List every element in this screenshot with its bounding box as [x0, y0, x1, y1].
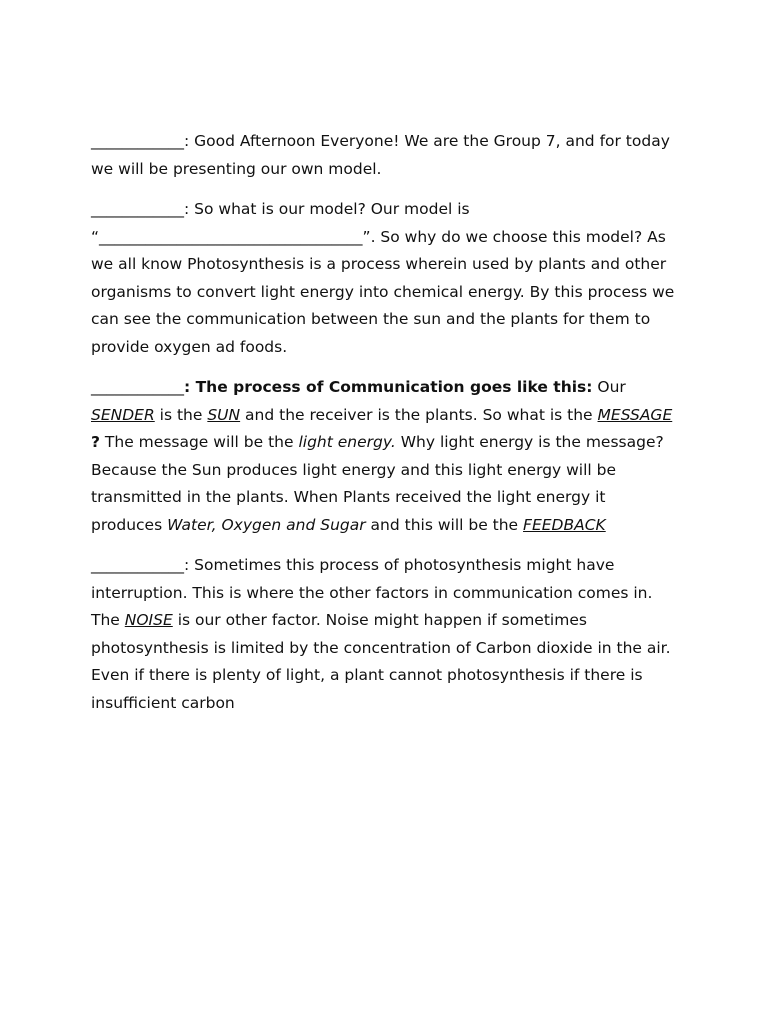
- products-term: Water, Oxygen and Sugar: [167, 515, 366, 534]
- process-lead: : The process of Communication goes like this:: [184, 378, 593, 396]
- speaker-blank: ____________: [91, 556, 184, 574]
- model-name-blank: “__________________________________”: [91, 227, 371, 246]
- speaker-blank: ____________: [91, 378, 184, 396]
- paragraph-text: Why light energy is the message? Because the Sun produces light energy and this light energy will be transmitted in the plants. When Plants received the light energy it produces: [91, 433, 664, 534]
- light-energy-term: light energy.: [298, 433, 396, 451]
- paragraph-text: is the: [154, 405, 208, 424]
- sun-term: SUN: [207, 405, 241, 424]
- paragraph-text: . So why do we choose this model? As we all know Photosynthesis is a process wherein used by plants and other organisms to convert light energy into chemical energy. By this process we can see the communication between the sun and the plants for them to provide oxygen ad foods.: [91, 227, 675, 356]
- sender-term: SENDER: [91, 405, 155, 424]
- paragraph-text: : So what is our model? Our model is: [184, 200, 470, 218]
- paragraph-model: [91, 196, 681, 361]
- feedback-term: FEEDBACK: [523, 515, 606, 534]
- paragraph-text: : Good Afternoon Everyone! We are the Group 7, and for today we will be presenting our own model.: [91, 132, 670, 178]
- paragraph-noise: [91, 552, 681, 717]
- speaker-blank: ____________: [91, 132, 184, 150]
- question-mark: ?: [91, 433, 100, 451]
- speaker-blank: ____________: [91, 200, 184, 218]
- document-page: [91, 128, 681, 730]
- message-term: MESSAGE: [597, 405, 673, 424]
- noise-term: NOISE: [124, 611, 173, 629]
- paragraph-text: The message will be the: [100, 433, 299, 451]
- paragraph-greeting: [91, 128, 681, 183]
- paragraph-process: [91, 374, 681, 539]
- paragraph-text: : Sometimes this process of photosynthesis might have interruption. This is where the other factors in communication comes in. The: [91, 556, 653, 629]
- paragraph-text: Our: [592, 378, 626, 396]
- paragraph-text: and the receiver is the plants. So what is the: [240, 405, 598, 424]
- paragraph-text: and this will be the: [365, 515, 524, 534]
- paragraph-text: is our other factor. Noise might happen if sometimes photosynthesis is limited by the concentration of Carbon dioxide in the air. Even if there is plenty of light, a plant cannot photosynthesis if there is insufficient carbon: [91, 611, 671, 712]
